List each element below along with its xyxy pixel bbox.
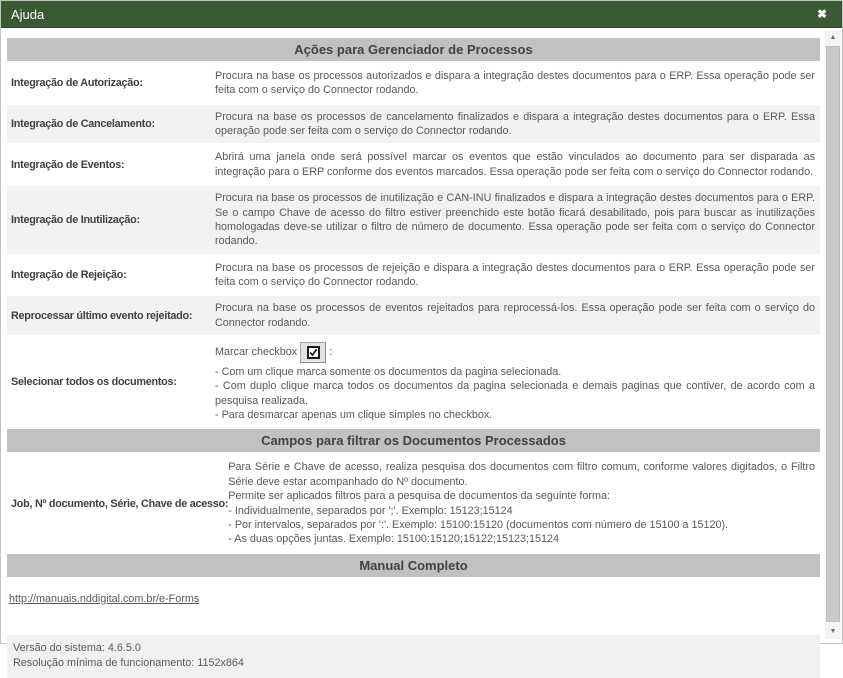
marcar-checkbox-label: Marcar checkbox — [215, 346, 298, 359]
row-description: Procura na base os processos de rejeição e dispara a integração destes documentos para o ERP. Essa operação pode ser feita com o serviço do Connector rodando. — [215, 261, 815, 288]
row-label: Integração de Rejeição: — [11, 268, 127, 281]
help-row-selecionar-todos — [7, 337, 820, 427]
row-label: Selecionar todos os documentos: — [11, 376, 177, 389]
row-label: Integração de Autorização: — [11, 77, 143, 90]
row-label: Job, Nº documento, Série, Chave de acesso: — [11, 497, 229, 510]
section-header-actions: Ações para Gerenciador de Processos — [7, 38, 820, 61]
filter-line: Para Série e Chave de acesso, realiza pesquisa dos documentos com filtro comum, conforme valores digitados, o Filtro Série deve estar acompanhado do Nº documento. — [228, 461, 815, 488]
help-row-autorizacao — [7, 64, 820, 103]
row-description: Procura na base os processos de cancelamento finalizados e dispara a integração destes documentos para o ERP. Essa operação pode ser feita com o serviço do Connector rodando. — [215, 110, 815, 138]
marcar-checkbox-line — [215, 342, 815, 363]
row-description — [215, 342, 818, 422]
section-header-filters: Campos para filtrar os Documentos Processados — [7, 429, 820, 452]
help-row-filtros — [7, 455, 820, 551]
marcar-checkbox-suffix: : — [329, 346, 333, 359]
checked-checkbox-icon — [300, 342, 326, 363]
scrollbar-thumb[interactable] — [826, 46, 840, 622]
select-bullet: - Com um clique marca somente os documentos da pagina selecionada. — [215, 366, 562, 379]
minimum-resolution: Resolução mínima de funcionamento: 1152x864 — [13, 657, 244, 670]
help-row-inutilizacao — [7, 186, 820, 253]
system-version: Versão do sistema: 4.6.5.0 — [13, 641, 141, 654]
filter-line: - As duas opções juntas. Exemplo: 15100:15120;15122;15123;15124 — [228, 533, 560, 546]
close-icon[interactable]: ✖ — [816, 7, 827, 21]
scroll-down-icon[interactable]: ▼ — [829, 628, 837, 635]
row-description: Abrirá uma janela onde será possível marcar os eventos que estão vinculados ao documento para ser disparada as integração para o ERP conforme dos eventos marcados. Essa operação pode ser feita com o serviço do Connector rodando. — [215, 151, 815, 178]
row-description — [228, 460, 818, 546]
select-bullet: - Para desmarcar apenas um clique simples no checkbox. — [215, 409, 493, 422]
row-description: Procura na base os processos de inutilização e CAN-INU finalizados e dispara a integração destes documentos para o ERP. Se o campo Chave de acesso do filtro estiver preenchido este botão ficará desabilitado, pois para buscar as inutilizações homologadas deve-se utilizar o filtro de número de documento. Essa operação pode ser feita com o serviço do Connector rodando. — [215, 192, 815, 248]
help-row-rejeicao — [7, 256, 820, 295]
help-row-reprocessar — [7, 296, 820, 335]
system-info-footer — [7, 635, 820, 678]
manual-link-row — [7, 580, 820, 615]
row-label: Reprocessar último evento rejeitado: — [11, 309, 193, 322]
manual-link[interactable]: http://manuais.nddigital.com.br/e-Forms — [9, 592, 200, 605]
help-row-eventos — [7, 145, 820, 184]
section-header-manual: Manual Completo — [7, 554, 820, 577]
row-description: Procura na base os processos de eventos rejeitados para reprocessá-los. Essa operação pode ser feita com o serviço do Connector rodando. — [215, 302, 815, 329]
vertical-scrollbar[interactable] — [825, 30, 841, 639]
filter-line: Permite ser aplicados filtros para a pesquisa de documentos da seguinte forma: — [228, 490, 610, 503]
row-label: Integração de Inutilização: — [11, 213, 140, 226]
help-row-cancelamento — [7, 105, 820, 144]
help-content — [1, 28, 824, 670]
filter-line: - Por intervalos, separados por ':'. Exemplo: 15100:15120 (documentos com número de 15100 a 15120). — [228, 518, 729, 531]
row-label: Integração de Eventos: — [11, 158, 125, 171]
scroll-up-icon[interactable]: ▲ — [829, 34, 837, 41]
spacer — [7, 617, 820, 627]
dialog-title: Ajuda — [11, 6, 45, 22]
filter-line: - Individualmente, separados por ';'. Exemplo: 15123;15124 — [228, 504, 513, 517]
row-description: Procura na base os processos autorizados e dispara a integração destes documentos para o ERP. Essa operação pode ser feita com o serviço do Connector rodando. — [215, 70, 815, 97]
row-label: Integração de Cancelamento: — [11, 118, 155, 131]
dialog-titlebar — [1, 1, 842, 28]
checkmark-icon — [307, 346, 320, 359]
select-bullet: - Com duplo clique marca todos os documentos da pagina selecionada e demais paginas que contiver, de acordo com a pesquisa realizada. — [215, 380, 815, 407]
